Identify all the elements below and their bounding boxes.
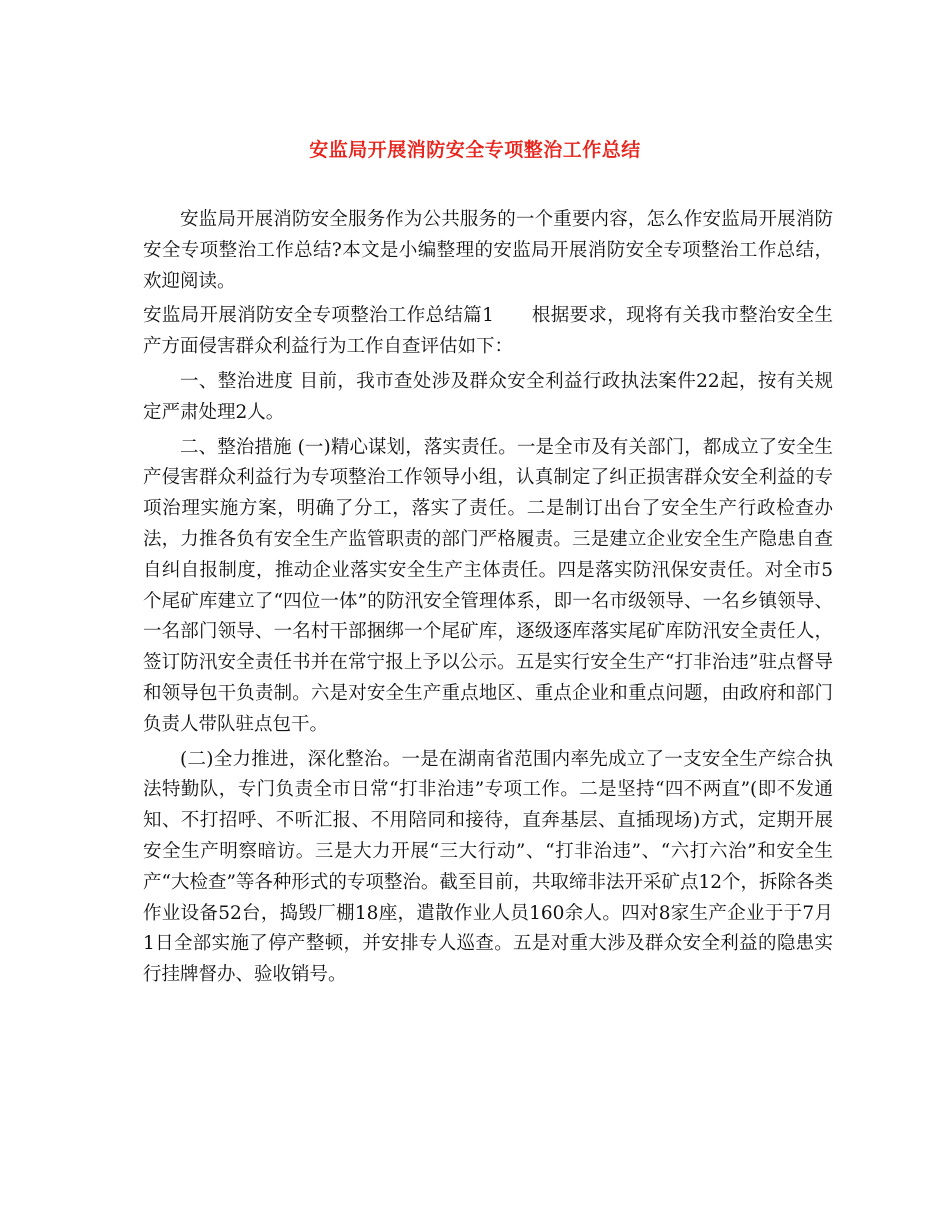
- document-title: 安监局开展消防安全专项整治工作总结: [309, 139, 641, 161]
- document-body: [143, 205, 833, 995]
- paragraph-promotion: (二)全力推进，深化整治。一是在湖南省范围内率先成立了一支安全生产综合执法特勤队，专门负责全市日常“打非治违”专项工作。二是坚持“四不两直”(即不发通知、不打招呼、不听汇报、不用陪同和接待，直奔基层、直插现场)方式，定期开展安全生产明察暗访。三是大力开展“三大行动”、“打非治违”、“六打六治”和安全生产“大检查”等各种形式的专项整治。截至目前，共取缔非法开采矿点12个，拆除各类作业设备52台，捣毁厂棚18座，遣散作业人员160余人。四对8家生产企业于于7月1日全部实施了停产整顿，并安排专人巡查。五是对重大涉及群众安全利益的隐患实行挂牌督办、验收销号。: [143, 748, 833, 986]
- paragraph-progress: 一、整治进度 目前，我市查处涉及群众安全利益行政执法案件22起，按有关规定严肃处理2人。: [143, 370, 833, 423]
- paragraph-section-heading: 安监局开展消防安全专项整治工作总结篇1 根据要求，现将有关我市整治安全生产方面侵害群众利益行为工作自查评估如下：: [143, 305, 833, 358]
- paragraph-intro: 安监局开展消防安全服务作为公共服务的一个重要内容，怎么作安监局开展消防安全专项整治工作总结?本文是小编整理的安监局开展消防安全专项整治工作总结，欢迎阅读。: [143, 209, 833, 292]
- paragraph-measures: 二、整治措施 (一)精心谋划，落实责任。一是全市及有关部门，都成立了安全生产侵害群众利益行为专项整治工作领导小组，认真制定了纠正损害群众安全利益的专项治理实施方案，明确了分工，落实了责任。二是制订出台了安全生产行政检查办法，力推各负有安全生产监管职责的部门严格履责。三是建立企业安全生产隐患自查自纠自报制度，推动企业落实安全生产主体责任。四是落实防汛保安责任。对全市5个尾矿库建立了“四位一体”的防汛安全管理体系，即一名市级领导、一名乡镇领导、一名部门领导、一名村干部捆绑一个尾矿库，逐级逐库落实尾矿库防汛安全责任人，签订防汛安全责任书并在常宁报上予以公示。五是实行安全生产“打非治违”驻点督导和领导包干负责制。六是对安全生产重点地区、重点企业和重点问题，由政府和部门负责人带队驻点包干。: [143, 436, 833, 735]
